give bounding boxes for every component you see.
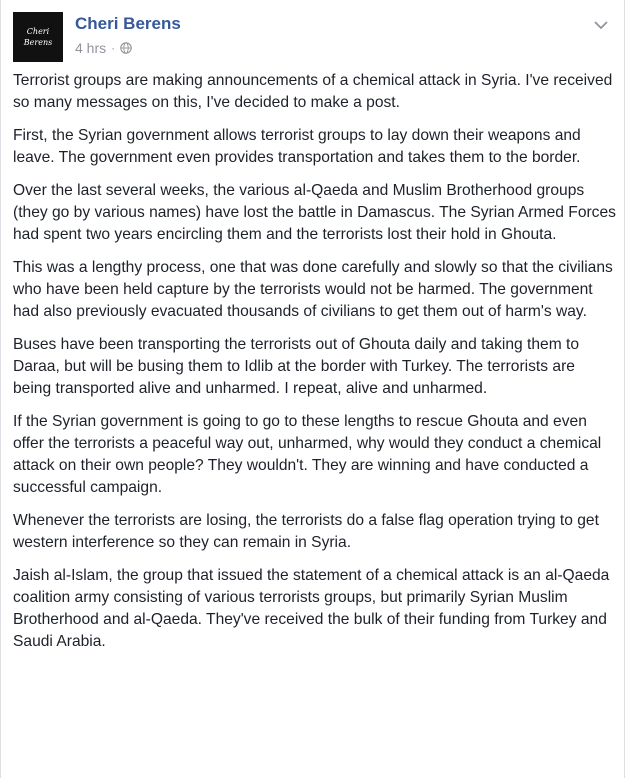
post-paragraph: Buses have been transporting the terrorists out of Ghouta daily and taking them to Daraa, but will be busing them to Idlib at the border with Turkey. The terrorists are being transported alive and unharmed. I repeat, alive and unharmed. [13, 336, 580, 397]
post-paragraph: Terrorist groups are making announcements of a chemical attack in Syria. I've received so many messages on this, I've decided to make a post. [13, 72, 613, 111]
avatar-text-line2: Berens [23, 38, 53, 47]
post-header [13, 12, 613, 62]
post-timestamp[interactable]: 4 hrs [75, 40, 107, 56]
chevron-down-icon[interactable] [591, 18, 611, 32]
post-body [13, 70, 616, 664]
author-name-link[interactable]: Cheri Berens [75, 14, 181, 33]
post-paragraph: First, the Syrian government allows terrorist groups to lay down their weapons and leave. The government even provides transportation and takes them to the border. [13, 127, 581, 166]
avatar-text-line1: Cheri [26, 27, 50, 36]
post-paragraph: Jaish al-Islam, the group that issued the statement of a chemical attack is an al-Qaeda coalition army consisting of various terrorists groups, but primarily Syrian Muslim Brotherhood and al-Qaeda. They've received the bulk of their funding from Turkey and Saudi Arabia. [13, 567, 610, 650]
avatar[interactable] [13, 12, 63, 62]
post-paragraph: Whenever the terrorists are losing, the terrorists do a false flag operation trying to get western interference so they can remain in Syria. [13, 512, 599, 551]
meta-separator: · [111, 41, 116, 55]
post-paragraph: Over the last several weeks, the various al-Qaeda and Muslim Brotherhood groups (they go by various names) have lost the battle in Damascus. The Syrian Armed Forces had spent two years encircling them and the terrorists lost their hold in Ghouta. [13, 182, 616, 243]
globe-icon[interactable] [120, 42, 132, 54]
post-paragraph: If the Syrian government is going to go to these lengths to rescue Ghouta and even offer the terrorists a peaceful way out, unharmed, why would they conduct a chemical attack on their own people? They wouldn't. They are winning and have conducted a successful campaign. [13, 413, 602, 496]
post-meta [75, 40, 132, 56]
post-paragraph: This was a lengthy process, one that was done carefully and slowly so that the civilians who have been held capture by the terrorists would not be harmed. The government had also previously evacuated thousands of civilians to get them out of harm's way. [13, 259, 613, 320]
